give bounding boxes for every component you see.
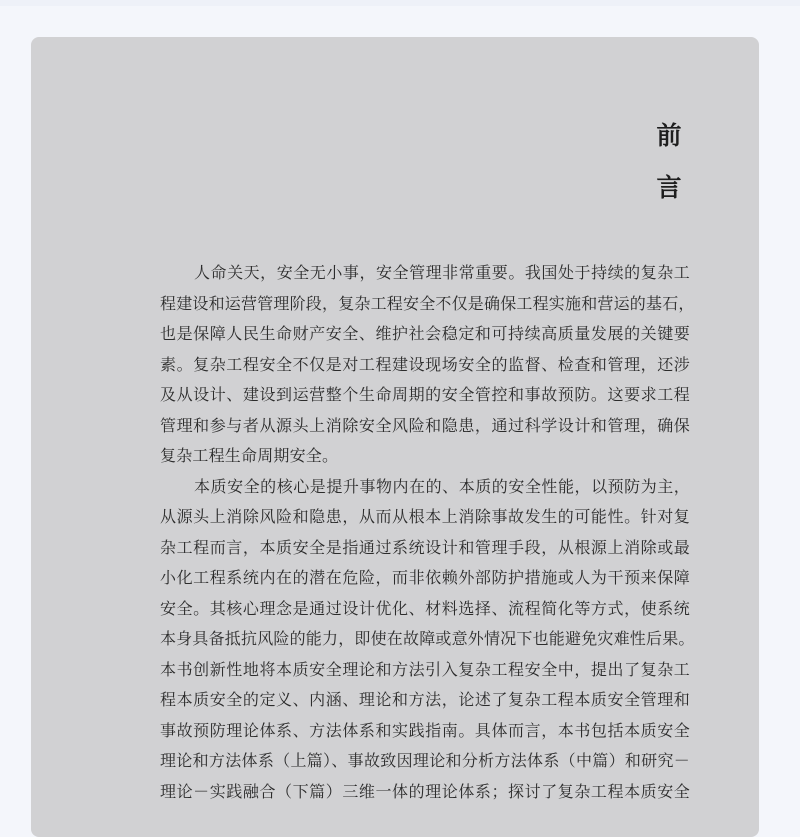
text-line: 也是保障人民生命财产安全、维护社会稳定和可持续高质量发展的关键要	[160, 324, 690, 343]
text-line: 小化工程系统内在的潜在危险，而非依赖外部防护措施或人为干预来保障	[160, 568, 690, 587]
text-line: 素。复杂工程安全不仅是对工程建设现场安全的监督、检查和管理，还涉	[160, 354, 690, 374]
text-line: 本质安全的核心是提升事物内在的、本质的安全性能，以预防为主，	[194, 476, 690, 496]
text-line: 复杂工程生命周期安全。	[160, 446, 339, 465]
text-line: 本身具备抵抗风险的能力，即使在故障或意外情况下也能避免灾难性后果。	[160, 629, 695, 648]
paragraph-1	[160, 258, 695, 472]
page-title-char-1: 前	[656, 121, 682, 150]
text-line: 人命关天，安全无小事，安全管理非常重要。我国处于持续的复杂工	[194, 263, 690, 282]
paragraph-2	[160, 472, 695, 808]
text-line: 事故预防理论体系、方法体系和实践指南。具体而言，本书包括本质安全	[160, 720, 690, 740]
body-text	[160, 258, 695, 807]
text-line: 理论和方法体系（上篇）、事故致因理论和分析方法体系（中篇）和研究－	[160, 751, 690, 770]
text-line: 程本质安全的定义、内涵、理论和方法，论述了复杂工程本质安全管理和	[160, 690, 690, 709]
text-line: 及从设计、建设到运营整个生命周期的安全管控和事故预防。这要求工程	[160, 385, 690, 404]
page-title	[653, 110, 685, 214]
text-line: 理论－实践融合（下篇）三维一体的理论体系；探讨了复杂工程本质安全	[160, 781, 690, 801]
text-line: 安全。其核心理念是通过设计优化、材料选择、流程简化等方式，使系统	[160, 598, 690, 618]
text-line: 从源头上消除风险和隐患，从而从根本上消除事故发生的可能性。针对复	[160, 507, 690, 526]
text-line: 本书创新性地将本质安全理论和方法引入复杂工程安全中，提出了复杂工	[160, 659, 690, 679]
text-line: 程建设和运营管理阶段，复杂工程安全不仅是确保工程实施和营运的基石，	[160, 293, 695, 313]
text-line: 管理和参与者从源头上消除安全风险和隐患，通过科学设计和管理，确保	[160, 415, 690, 435]
page-title-char-2: 言	[656, 173, 682, 202]
text-line: 杂工程而言，本质安全是指通过系统设计和管理手段，从根源上消除或最	[160, 537, 690, 557]
top-strip	[0, 0, 800, 6]
